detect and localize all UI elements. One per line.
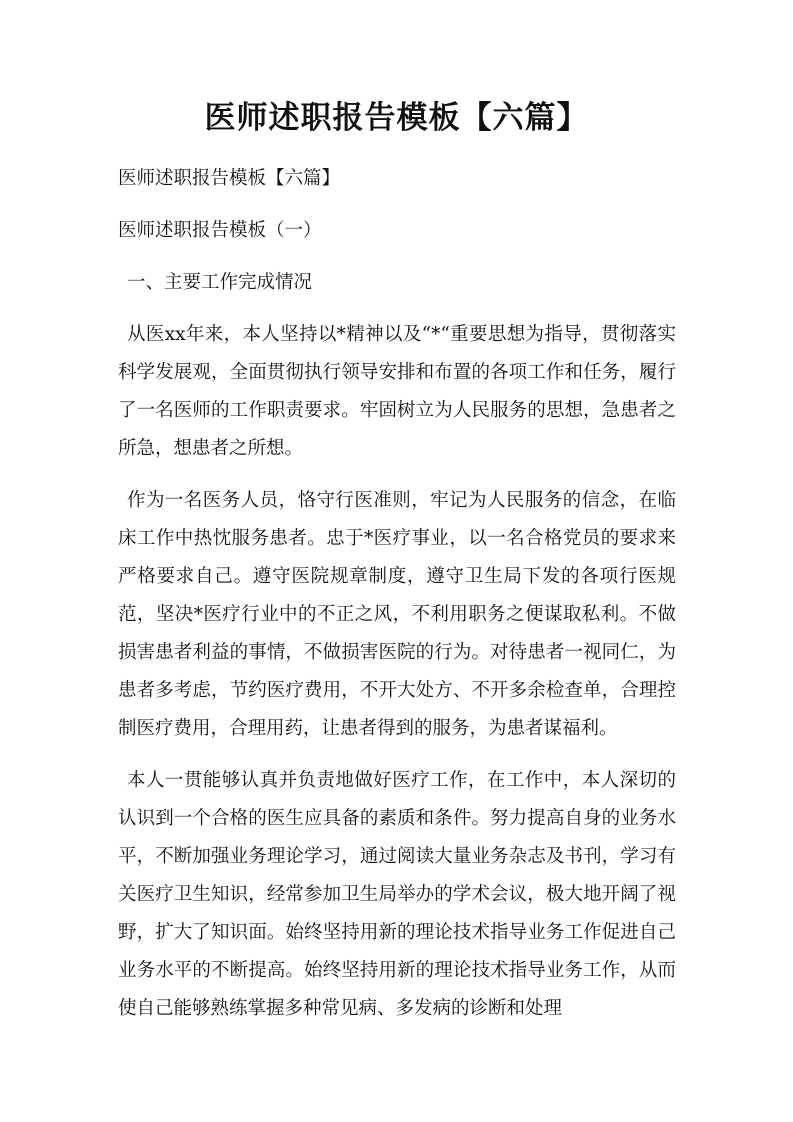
section-title: 医师述职报告模板（一） [118,220,322,241]
document-title: 医师述职报告模板【六篇】 [204,100,589,136]
document-subtitle: 医师述职报告模板【六篇】 [118,168,341,189]
section-heading: 一、主要工作完成情况 [127,272,313,293]
document-body [118,160,676,1042]
paragraph-1: 从医xx年来，本人坚持以*精神以及“*“重要思想为指导，贯彻落实科学发展观，全面贯彻执行领导安排和布置的各项工作和任务，履行了一名医师的工作职责要求。牢固树立为人民服务的思想，急患者之所急，想患者之所想。 [118,324,676,459]
paragraph-3: 本人一贯能够认真并负责地做好医疗工作，在工作中，本人深切的认识到一个合格的医生应具备的素质和条件。努力提高自身的业务水平，不断加强业务理论学习，通过阅读大量业务杂志及书刊，学习有关医疗卫生知识，经常参加卫生局举办的学术会议，极大地开阔了视野，扩大了知识面。始终坚持用新的理论技术指导业务工作促进自己业务水平的不断提高。始终坚持用新的理论技术指导业务工作，从而使自己能够熟练掌握多种常见病、多发病的诊断和处理 [118,770,676,1019]
paragraph-2: 作为一名医务人员，恪守行医准则，牢记为人民服务的信念，在临床工作中热忱服务患者。忠于*医疗事业，以一名合格党员的要求来严格要求自己。遵守医院规章制度，遵守卫生局下发的各项行医规范，坚决*医疗行业中的不正之风，不利用职务之便谋取私利。不做损害患者利益的事情，不做损害医院的行为。对待患者一视同仁，为患者多考虑，节约医疗费用，不开大处方、不开多余检查单，合理控制医疗费用，合理用药，让患者得到的服务，为患者谋福利。 [118,490,676,739]
